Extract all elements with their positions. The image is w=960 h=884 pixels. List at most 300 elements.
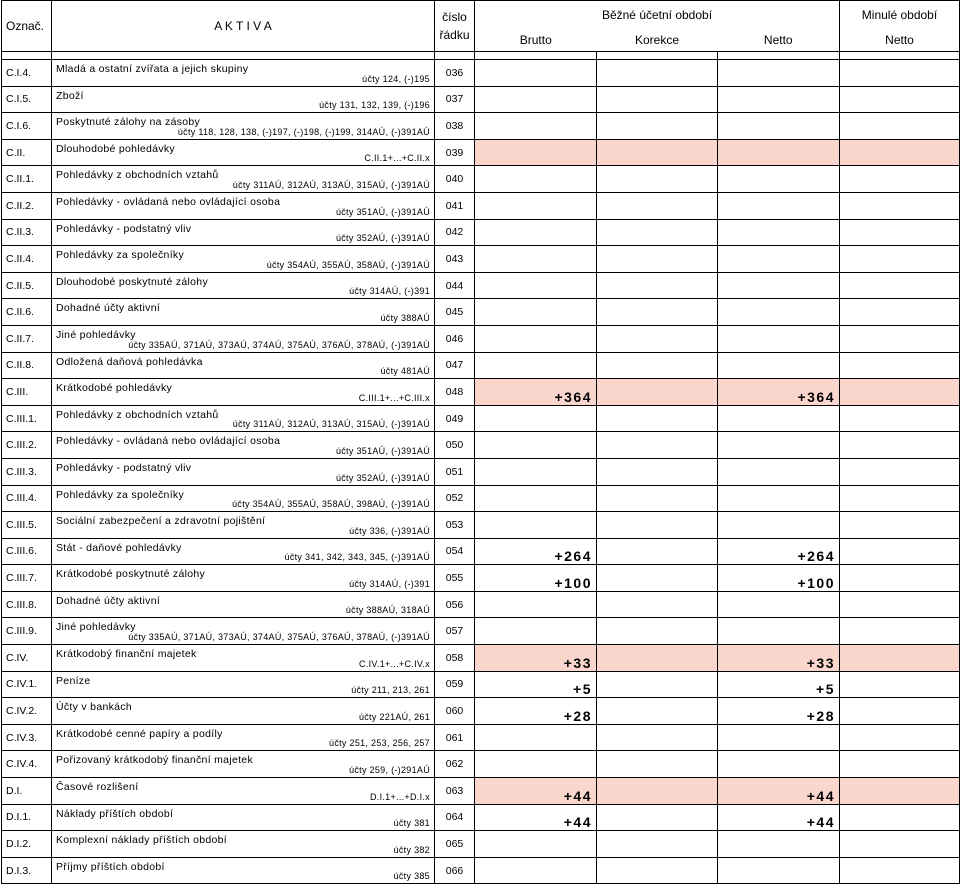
row-korekce [597, 724, 718, 751]
row-korekce [597, 139, 718, 166]
row-item [52, 458, 435, 485]
row-name: Krátkodobé poskytnuté zálohy [56, 568, 206, 581]
row-accounts: C.III.1+...+C.III.x [358, 392, 430, 403]
row-korekce [597, 432, 718, 459]
row-name: Mladá a ostatní zvířata a jejich skupiny [56, 63, 249, 75]
table-row [2, 458, 960, 485]
row-brutto [475, 857, 597, 884]
row-accounts: účty 352AÚ, (-)391AÚ [335, 472, 430, 483]
row-code: C.III.8. [2, 591, 52, 618]
row-accounts: účty 221AÚ, 261 [358, 711, 430, 722]
row-netto [718, 831, 840, 858]
row-netto-minule [840, 352, 960, 379]
row-line-number: 048 [435, 379, 475, 406]
row-name: Dohadné účty aktivní [56, 302, 161, 315]
row-name: Pohledávky z obchodních vztahů [56, 169, 219, 182]
row-accounts: účty 354AÚ, 355AÚ, 358AÚ, (-)391AÚ [266, 259, 430, 270]
row-line-number: 051 [435, 458, 475, 485]
row-accounts: účty 259, (-)291AÚ [349, 765, 430, 776]
row-netto-minule [840, 857, 960, 884]
row-accounts: účty 351AÚ, (-)391AÚ [335, 206, 430, 217]
row-item [52, 485, 435, 512]
row-accounts: účty 385 [393, 871, 430, 882]
row-netto [718, 857, 840, 884]
row-netto: +44 [718, 778, 840, 805]
row-line-number: 037 [435, 86, 475, 113]
row-brutto [475, 60, 597, 87]
row-brutto [475, 352, 597, 379]
row-line-number: 061 [435, 724, 475, 751]
row-item [52, 246, 435, 273]
row-netto [718, 352, 840, 379]
row-code: D.I.1. [2, 804, 52, 831]
row-item [52, 831, 435, 858]
header-cislo-line1: číslo [442, 10, 467, 24]
row-brutto: +44 [475, 804, 597, 831]
row-netto-minule [840, 618, 960, 645]
row-item [52, 671, 435, 698]
row-netto: +5 [718, 671, 840, 698]
row-netto-minule [840, 272, 960, 299]
row-netto-minule [840, 299, 960, 326]
row-item [52, 405, 435, 432]
header-minule-obdobi: Minulé období [840, 1, 960, 30]
row-korekce [597, 538, 718, 565]
table-row [2, 246, 960, 273]
header-cislo-radku [435, 1, 475, 52]
row-korekce [597, 299, 718, 326]
row-brutto [475, 246, 597, 273]
row-brutto [475, 192, 597, 219]
row-korekce [597, 591, 718, 618]
row-netto-minule [840, 751, 960, 778]
row-netto-minule [840, 804, 960, 831]
row-code: C.IV. [2, 645, 52, 672]
row-code: C.II.8. [2, 352, 52, 379]
row-accounts: účty 382 [393, 844, 430, 855]
row-accounts: účty 341, 342, 343, 345, (-)391AÚ [284, 552, 430, 563]
table-row [2, 325, 960, 352]
row-item [52, 724, 435, 751]
row-netto [718, 618, 840, 645]
row-item [52, 698, 435, 725]
table-row [2, 192, 960, 219]
table-row [2, 591, 960, 618]
row-netto-minule [840, 538, 960, 565]
row-item [52, 113, 435, 140]
row-brutto [475, 751, 597, 778]
row-name: Sociální zabezpečení a zdravotní pojištění [56, 515, 266, 528]
row-accounts: účty 211, 213, 261 [351, 685, 430, 696]
row-accounts: účty 381 [393, 818, 430, 829]
row-brutto [475, 831, 597, 858]
row-accounts: účty 354AÚ, 355AÚ, 358AÚ, 398AÚ, (-)391AÚ [232, 499, 430, 510]
row-netto-minule [840, 246, 960, 273]
row-name: Komplexní náklady příštích období [56, 834, 227, 847]
row-netto-minule [840, 458, 960, 485]
row-accounts: účty 388AÚ [380, 312, 430, 323]
row-netto-minule [840, 139, 960, 166]
row-line-number: 058 [435, 645, 475, 672]
row-korekce [597, 166, 718, 193]
row-korekce [597, 751, 718, 778]
row-brutto [475, 219, 597, 246]
row-netto-minule [840, 432, 960, 459]
row-netto-minule [840, 565, 960, 592]
row-netto-minule [840, 86, 960, 113]
row-netto-minule [840, 778, 960, 805]
row-accounts: účty 388AÚ, 318AÚ [345, 605, 430, 616]
row-korekce [597, 857, 718, 884]
table-row [2, 219, 960, 246]
row-code: D.I.3. [2, 857, 52, 884]
row-item [52, 166, 435, 193]
row-netto: +100 [718, 565, 840, 592]
row-code: C.III.2. [2, 432, 52, 459]
header-netto: Netto [718, 29, 840, 52]
row-netto-minule [840, 379, 960, 406]
table-row [2, 166, 960, 193]
row-korekce [597, 671, 718, 698]
row-line-number: 049 [435, 405, 475, 432]
table-row [2, 618, 960, 645]
table-row [2, 352, 960, 379]
table-row [2, 645, 960, 672]
row-code: C.III.7. [2, 565, 52, 592]
row-name: Pohledávky za společníky [56, 488, 185, 501]
row-netto-minule [840, 698, 960, 725]
table-row [2, 139, 960, 166]
row-korekce [597, 113, 718, 140]
row-netto [718, 219, 840, 246]
row-name: Pohledávky z obchodních vztahů [56, 408, 219, 421]
row-code: C.II.1. [2, 166, 52, 193]
table-row [2, 565, 960, 592]
row-korekce [597, 512, 718, 539]
header-netto-minule: Netto [840, 29, 960, 52]
row-item [52, 60, 435, 87]
row-item [52, 86, 435, 113]
row-item [52, 139, 435, 166]
table-row [2, 86, 960, 113]
row-accounts: účty 314AÚ, (-)391 [349, 578, 430, 589]
row-line-number: 039 [435, 139, 475, 166]
row-name: Jiné pohledávky [56, 621, 136, 634]
row-brutto [475, 512, 597, 539]
row-code: C.II.6. [2, 299, 52, 326]
row-line-number: 046 [435, 325, 475, 352]
header-oznac: Označ. [2, 1, 52, 52]
header-brutto: Brutto [475, 29, 597, 52]
row-code: C.III.4. [2, 485, 52, 512]
row-line-number: 055 [435, 565, 475, 592]
row-name: Náklady příštích období [56, 807, 174, 820]
row-code: C.II.3. [2, 219, 52, 246]
row-code: C.III.3. [2, 458, 52, 485]
row-code: C.I.4. [2, 60, 52, 87]
row-netto-minule [840, 113, 960, 140]
row-name: Účty v bankách [56, 701, 132, 714]
row-korekce [597, 831, 718, 858]
table-row [2, 778, 960, 805]
row-name: Pohledávky za společníky [56, 249, 185, 262]
row-netto [718, 325, 840, 352]
table-row [2, 272, 960, 299]
row-code: C.III. [2, 379, 52, 406]
header-row-1 [2, 1, 960, 30]
table-row [2, 379, 960, 406]
row-accounts: účty 481AÚ [380, 366, 430, 377]
row-name: Krátkodobý finanční majetek [56, 648, 197, 661]
row-item [52, 618, 435, 645]
row-item [52, 538, 435, 565]
row-netto-minule [840, 192, 960, 219]
row-line-number: 066 [435, 857, 475, 884]
row-brutto [475, 113, 597, 140]
row-code: C.I.5. [2, 86, 52, 113]
row-line-number: 043 [435, 246, 475, 273]
row-netto-minule [840, 512, 960, 539]
row-brutto [475, 86, 597, 113]
row-netto-minule [840, 166, 960, 193]
row-code: C.IV.3. [2, 724, 52, 751]
row-name: Pohledávky - podstatný vliv [56, 222, 192, 235]
row-korekce [597, 379, 718, 406]
row-item [52, 379, 435, 406]
row-netto: +364 [718, 379, 840, 406]
row-item [52, 352, 435, 379]
row-code: D.I.2. [2, 831, 52, 858]
row-line-number: 045 [435, 299, 475, 326]
table-body [2, 60, 960, 884]
row-name: Odložená daňová pohledávka [56, 355, 203, 368]
row-netto [718, 113, 840, 140]
row-line-number: 064 [435, 804, 475, 831]
row-item [52, 645, 435, 672]
row-netto [718, 432, 840, 459]
row-accounts: účty 351AÚ, (-)391AÚ [335, 445, 430, 456]
row-netto-minule [840, 60, 960, 87]
row-name: Zboží [56, 89, 84, 102]
table-row [2, 751, 960, 778]
row-netto: +44 [718, 804, 840, 831]
row-name: Pohledávky - ovládaná nebo ovládající osoba [56, 195, 281, 208]
row-netto-minule [840, 591, 960, 618]
row-item [52, 751, 435, 778]
row-netto-minule [840, 671, 960, 698]
row-brutto [475, 458, 597, 485]
header-bezne-obdobi: Běžné účetní období [475, 1, 840, 30]
row-korekce [597, 325, 718, 352]
row-korekce [597, 485, 718, 512]
table-row [2, 512, 960, 539]
row-brutto [475, 432, 597, 459]
row-brutto [475, 591, 597, 618]
row-netto [718, 192, 840, 219]
row-netto [718, 86, 840, 113]
table-row [2, 671, 960, 698]
row-item [52, 565, 435, 592]
row-code: C.II.2. [2, 192, 52, 219]
row-line-number: 052 [435, 485, 475, 512]
row-item [52, 512, 435, 539]
row-code: C.II.4. [2, 246, 52, 273]
row-brutto [475, 166, 597, 193]
table-row [2, 831, 960, 858]
row-accounts: účty 311AÚ, 312AÚ, 313AÚ, 315AÚ, (-)391AÚ [232, 179, 430, 190]
row-item [52, 272, 435, 299]
row-line-number: 044 [435, 272, 475, 299]
table-row [2, 299, 960, 326]
row-item [52, 299, 435, 326]
row-netto [718, 458, 840, 485]
row-netto-minule [840, 831, 960, 858]
row-name: Stát - daňové pohledávky [56, 541, 182, 554]
row-code: C.III.6. [2, 538, 52, 565]
row-code: C.II.7. [2, 325, 52, 352]
row-netto [718, 166, 840, 193]
row-line-number: 056 [435, 591, 475, 618]
row-line-number: 040 [435, 166, 475, 193]
header-cislo-line2: řádku [439, 28, 470, 42]
row-netto-minule [840, 405, 960, 432]
row-item [52, 804, 435, 831]
row-code: C.IV.1. [2, 671, 52, 698]
row-item [52, 857, 435, 884]
row-name: Peníze [56, 674, 91, 687]
row-code: C.II. [2, 139, 52, 166]
table-row [2, 804, 960, 831]
row-line-number: 057 [435, 618, 475, 645]
row-accounts: účty 118, 128, 138, (-)197, (-)198, (-)199, 314AÚ, (-)391AÚ [177, 126, 430, 137]
row-line-number: 065 [435, 831, 475, 858]
row-name: Krátkodobé pohledávky [56, 382, 173, 395]
row-brutto [475, 139, 597, 166]
row-name: Příjmy příštích období [56, 860, 165, 873]
row-korekce [597, 352, 718, 379]
row-brutto [475, 299, 597, 326]
row-korekce [597, 458, 718, 485]
row-netto [718, 751, 840, 778]
row-netto: +264 [718, 538, 840, 565]
row-item [52, 778, 435, 805]
row-brutto [475, 618, 597, 645]
table-row [2, 724, 960, 751]
row-accounts: účty 335AÚ, 371AÚ, 373AÚ, 374AÚ, 375AÚ, 376AÚ, 378AÚ, (-)391AÚ [128, 339, 430, 350]
row-code: C.III.5. [2, 512, 52, 539]
row-netto [718, 272, 840, 299]
row-line-number: 042 [435, 219, 475, 246]
row-item [52, 192, 435, 219]
row-name: Časové rozlišení [56, 781, 139, 794]
row-brutto: +28 [475, 698, 597, 725]
table-row [2, 405, 960, 432]
row-netto [718, 485, 840, 512]
row-brutto: +364 [475, 379, 597, 406]
row-name: Poskytnuté zálohy na zásoby [56, 116, 201, 129]
row-accounts: účty 352AÚ, (-)391AÚ [335, 233, 430, 244]
row-korekce [597, 618, 718, 645]
balance-sheet-table [1, 0, 960, 884]
row-code: C.IV.2. [2, 698, 52, 725]
row-netto [718, 512, 840, 539]
row-name: Dlouhodobé pohledávky [56, 142, 175, 155]
row-line-number: 063 [435, 778, 475, 805]
row-accounts: účty 335AÚ, 371AÚ, 373AÚ, 374AÚ, 375AÚ, 376AÚ, 378AÚ, (-)391AÚ [128, 632, 430, 643]
row-item [52, 591, 435, 618]
row-netto [718, 60, 840, 87]
row-korekce [597, 565, 718, 592]
row-brutto: +33 [475, 645, 597, 672]
row-line-number: 060 [435, 698, 475, 725]
row-line-number: 053 [435, 512, 475, 539]
row-code: D.I. [2, 778, 52, 805]
row-accounts: účty 336, (-)391AÚ [349, 525, 430, 536]
table-row [2, 113, 960, 140]
row-accounts: účty 131, 132, 139, (-)196 [319, 100, 430, 111]
row-netto-minule [840, 645, 960, 672]
row-brutto [475, 272, 597, 299]
table-row [2, 698, 960, 725]
row-korekce [597, 192, 718, 219]
row-accounts: účty 124, (-)195 [362, 73, 430, 84]
row-korekce [597, 778, 718, 805]
row-korekce [597, 804, 718, 831]
row-accounts: účty 311AÚ, 312AÚ, 313AÚ, 315AÚ, (-)391AÚ [232, 419, 430, 430]
row-brutto [475, 405, 597, 432]
row-netto-minule [840, 219, 960, 246]
row-netto-minule [840, 485, 960, 512]
row-line-number: 036 [435, 60, 475, 87]
row-accounts: C.II.1+...+C.II.x [364, 153, 430, 164]
row-line-number: 054 [435, 538, 475, 565]
row-korekce [597, 698, 718, 725]
row-code: C.II.5. [2, 272, 52, 299]
row-item [52, 432, 435, 459]
row-line-number: 059 [435, 671, 475, 698]
row-name: Pohledávky - ovládaná nebo ovládající osoba [56, 435, 281, 448]
table-row [2, 485, 960, 512]
row-accounts: C.IV.1+...+C.IV.x [359, 658, 430, 669]
row-code: C.III.9. [2, 618, 52, 645]
row-netto [718, 724, 840, 751]
row-netto [718, 299, 840, 326]
row-code: C.IV.4. [2, 751, 52, 778]
row-line-number: 050 [435, 432, 475, 459]
row-brutto: +264 [475, 538, 597, 565]
row-korekce [597, 219, 718, 246]
table-row [2, 60, 960, 87]
row-code: C.I.6. [2, 113, 52, 140]
row-netto [718, 591, 840, 618]
row-name: Pořizovaný krátkodobý finanční majetek [56, 754, 253, 767]
row-name: Jiné pohledávky [56, 328, 136, 341]
row-accounts: účty 251, 253, 256, 257 [329, 738, 430, 749]
row-korekce [597, 60, 718, 87]
table-row [2, 538, 960, 565]
row-korekce [597, 246, 718, 273]
header-korekce: Korekce [597, 29, 718, 52]
row-line-number: 062 [435, 751, 475, 778]
row-brutto [475, 485, 597, 512]
row-korekce [597, 405, 718, 432]
row-netto-minule [840, 325, 960, 352]
row-accounts: D.I.1+...+D.I.x [369, 791, 430, 802]
table-row [2, 857, 960, 884]
row-brutto [475, 724, 597, 751]
header-gap [2, 52, 960, 60]
row-brutto: +5 [475, 671, 597, 698]
